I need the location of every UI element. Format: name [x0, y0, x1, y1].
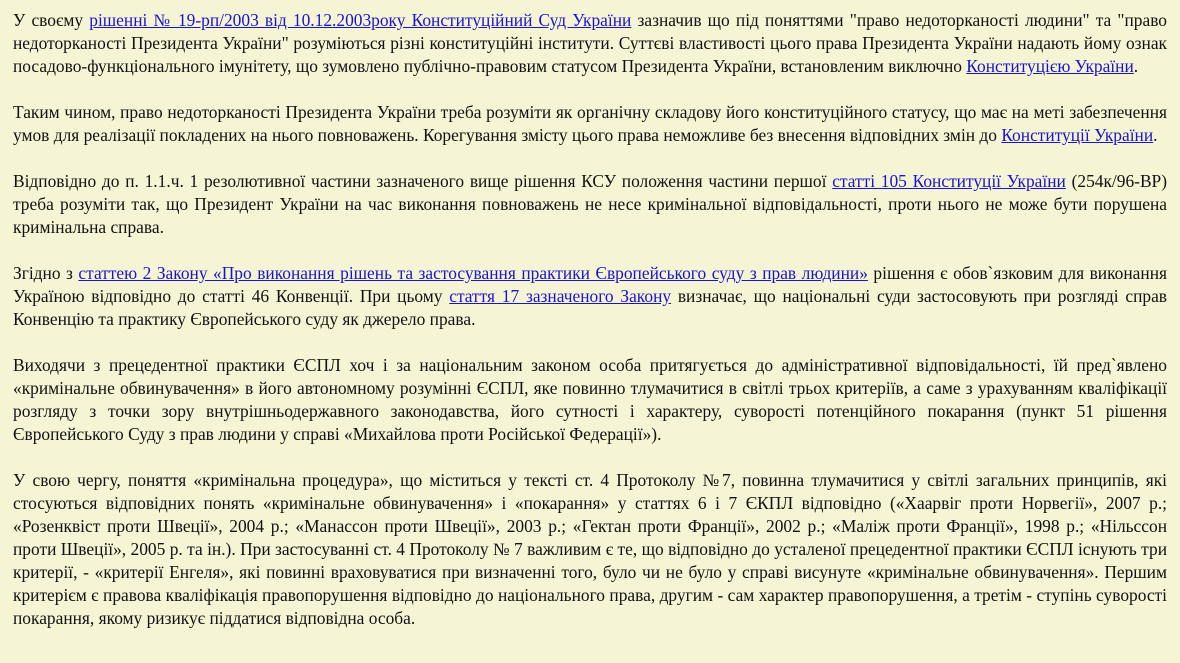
paragraph-text: Відповідно до п. 1.1.ч. 1 резолютивної частини зазначеного вище рішення КСУ положення частини першої [13, 171, 833, 191]
paragraph [13, 170, 1167, 239]
paragraph-text: зазначив що під поняттями "право недоторканості людини" та "право недоторканості Президента України" розуміються різні конституційні інститути. Суттєві властивості цього права Президента України надають йому ознак посадово-функціонального імунітету, що зумовлено публічно-правовим статусом Президента України, встановленим виключно [13, 10, 1168, 76]
inline-link[interactable]: Конституцією України [966, 56, 1134, 76]
inline-link[interactable]: Конституції України [1001, 125, 1154, 145]
paragraph-text: Таким чином, право недоторканості Президента України треба розуміти як органічну складову його конституційного статусу, що має на меті забезпечення умов для реалізації покладених на нього повноважень. Корегування змісту цього права неможливе без внесення відповідних змін до [13, 102, 1167, 145]
inline-link[interactable]: статтею 2 Закону «Про виконання рішень та застосування практики Європейського суду з прав людини» [78, 263, 868, 283]
paragraph-text: . [1133, 56, 1139, 76]
paragraph-text: Згідно з [13, 263, 79, 283]
paragraph-text: У свою чергу, поняття «кримінальна процедура», що міститься у тексті ст. 4 Протоколу №7, повинна тлумачитися у світлі загальних принципів, які стосуються відповідних понять «кримінальне обвинувачення» і «покарання» у статтях 6 і 7 ЄКПЛ відповідно («Хаарвіг проти Норвегії», 2007 р.; «Розенквіст проти Швеції», 2004 р.; «Манассон проти Швеції», 2003 р.; «Гектан проти Франції», 2002 р.; «Маліж проти Франції», 1998 р.; «Нільссон проти Швеції», 2005 р. та ін.). При застосуванні ст. 4 Протоколу № 7 важливим є те, що відповідно до усталеної прецедентної практики ЄСПЛ існують три критерії, - «критерії Енгеля», які повинні враховуватися при визначенні того, було чи не було у справі висунуте «кримінальне обвинувачення». Першим критерієм є правова кваліфікація правопорушення відповідно до національного права, другим - сам характер правопорушення, а третім - ступінь суворості покарання, якому ризикує піддатися відповідна особа. [13, 470, 1167, 628]
inline-link[interactable]: статті 105 Конституції України [832, 171, 1066, 191]
paragraph [13, 101, 1167, 147]
paragraph-text: . [1153, 125, 1158, 145]
paragraph-text: (254к/96-ВР) треба розуміти так, що Президент України на час виконання повноважень не несе кримінальної відповідальності, проти нього не може бути порушена кримінальна справа. [13, 171, 1168, 237]
paragraph-text: визначає, що національні суди застосовують при розгляді справ Конвенцію та практику Європейського суду як джерело права. [13, 286, 1168, 329]
paragraph-text: Виходячи з прецедентної практики ЄСПЛ хоч і за національним законом особа притягується до адміністративної відповідальності, їй пред`явлено «кримінальне обвинувачення» в його автономному розумінні ЄСПЛ, яке повинно тлумачитися в світлі трьох критеріїв, а саме з урахуванням кваліфікації розгляду з точки зору внутрішньодержавного законодавства, його сутності і характеру, суворості потенційного покарання (пункт 51 рішення Європейського Суду з прав людини у справі «Михайлова проти Російської Федерації»). [13, 355, 1167, 444]
paragraph-text: У своєму [13, 10, 90, 30]
paragraph-text: рішення є обов`язковим для виконання Україною відповідно до статті 46 Конвенції. При цьому [13, 263, 1167, 306]
paragraph [13, 354, 1167, 446]
paragraph [13, 9, 1167, 78]
paragraph [13, 469, 1167, 630]
inline-link[interactable]: стаття 17 зазначеного Закону [449, 286, 672, 306]
inline-link[interactable]: рішенні № 19-рп/2003 від 10.12.2003року Конституційний Суд України [89, 10, 632, 30]
paragraph [13, 262, 1167, 331]
